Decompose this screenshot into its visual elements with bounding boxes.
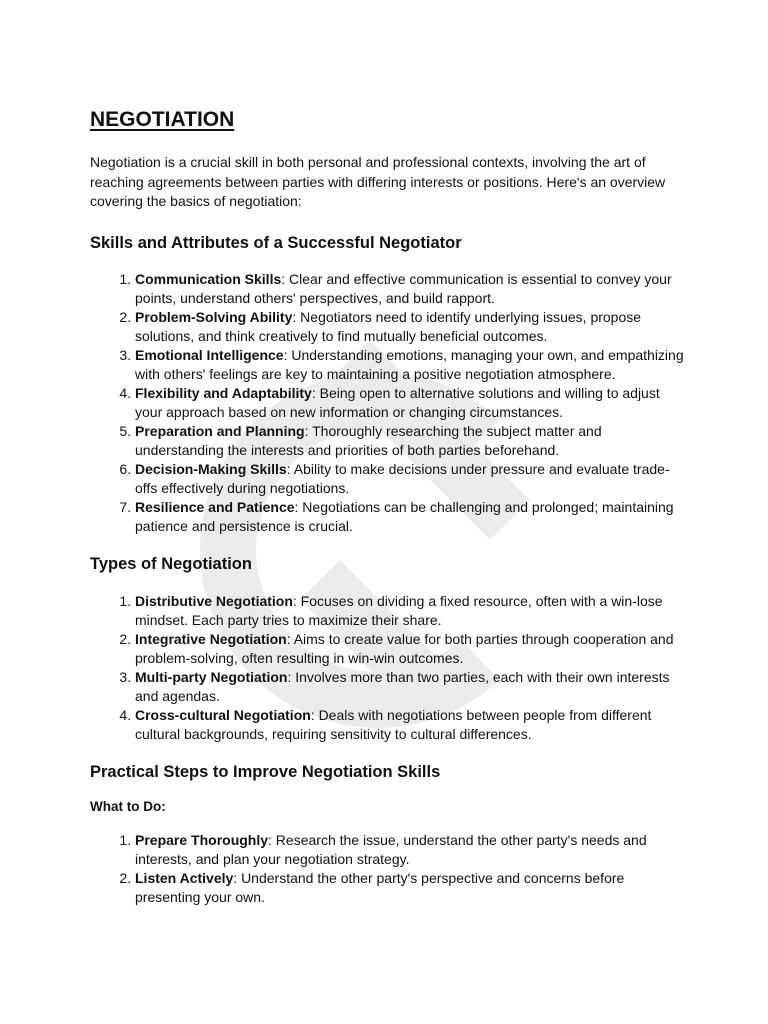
list-item-term: Resilience and Patience [135,498,295,515]
list-item-text: : Understand the other party's perspective and concerns before presenting your own. [135,869,625,905]
list-item [135,630,690,668]
list-item [135,270,690,308]
list-item-term: Communication Skills [135,270,282,287]
list-item-text: : Ability to make decisions under pressure and evaluate trade-offs effectively during negotiations. [135,460,670,496]
list-item [135,384,690,422]
list-item-text: : Understanding emotions, managing your own, and empathizing with others' feelings are key to maintaining a positive negotiation atmosphere. [135,346,684,382]
list-item-term: Listen Actively [135,869,234,886]
types-section-heading: Types of Negotiation [90,554,252,573]
list-item [135,422,690,460]
list-item-text: : Thoroughly researching the subject matter and understanding the interests and priorities of both parties beforehand. [135,422,602,458]
list-item-text: : Research the issue, understand the other party's needs and interests, and plan your negotiation strategy. [135,831,647,867]
intro-paragraph: Negotiation is a crucial skill in both personal and professional contexts, involving the art of reaching agreements between parties with differing interests or positions. Here's an overview covering the basics of negotiation: [90,154,666,209]
list-item [135,346,690,384]
steps-section-heading: Practical Steps to Improve Negotiation Skills [90,762,441,781]
list-item-term: Preparation and Planning [135,422,305,439]
list-item [135,592,690,630]
skills-section-heading: Skills and Attributes of a Successful Negotiator [90,233,462,252]
list-item-text: : Negotiators need to identify underlying issues, propose solutions, and think creatively to find mutually beneficial outcomes. [135,308,642,344]
skills-list [90,270,690,536]
list-item-text: : Being open to alternative solutions and willing to adjust your approach based on new information or changing circumstances. [135,384,660,420]
list-item-term: Prepare Thoroughly [135,831,269,848]
list-item [135,498,690,536]
list-item-text: : Focuses on dividing a fixed resource, often with a win-lose mindset. Each party tries to maximize their share. [135,592,663,628]
list-item-term: Integrative Negotiation [135,630,287,647]
steps-list [90,831,690,907]
list-item [135,668,690,706]
list-item [135,706,690,744]
list-item-term: Problem-Solving Ability [135,308,293,325]
list-item-term: Decision-Making Skills [135,460,287,477]
document-body [90,106,690,907]
list-item-term: Distributive Negotiation [135,592,293,609]
list-item-term: Cross-cultural Negotiation [135,706,311,723]
list-item-text: : Aims to create value for both parties through cooperation and problem-solving, often resulting in win-win outcomes. [135,630,674,666]
list-item [135,831,690,869]
document-title: NEGOTIATION [90,108,235,131]
list-item [135,308,690,346]
list-item-term: Emotional Intelligence [135,346,284,363]
list-item-text: : Negotiations can be challenging and prolonged; maintaining patience and persistence is crucial. [135,498,674,534]
list-item [135,460,690,498]
list-item [135,869,690,907]
types-list [90,592,690,744]
what-to-do-heading: What to Do: [90,798,166,814]
list-item-text: : Deals with negotiations between people from different cultural backgrounds, requiring sensitivity to cultural differences. [135,706,652,742]
list-item-term: Multi-party Negotiation [135,668,288,685]
list-item-text: : Clear and effective communication is essential to convey your points, understand others' perspectives, and build rapport. [135,270,672,306]
list-item-text: : Involves more than two parties, each with their own interests and agendas. [135,668,670,704]
list-item-term: Flexibility and Adaptability [135,384,312,401]
